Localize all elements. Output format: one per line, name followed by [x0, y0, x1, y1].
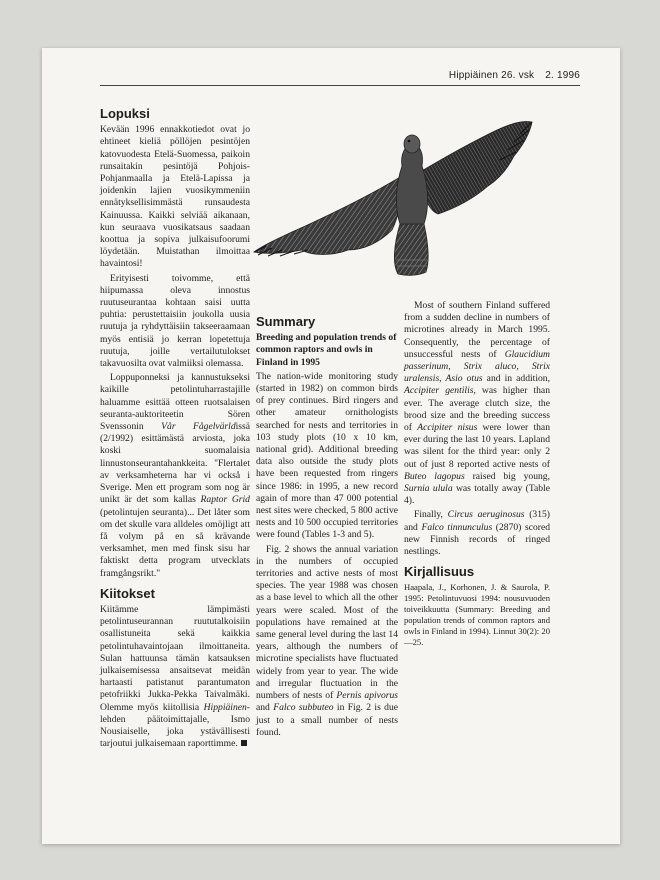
- lopuksi-paragraph-2: Erityisesti toivomme, että hiipumassa oleva innostus ruutuseurantaa kohtaan saisi uutta puhtia: perustettaisiin joukolla uusia ruutuja ja ryhdyttäisiin takseeraamaan myös entisiä jo kerran lopetettuja ruutuja, joille vertailutulokset takavuosilta ovat valmiiksi olemassa.: [100, 272, 250, 370]
- issue-number: 2. 1996: [545, 70, 580, 81]
- column-middle: [256, 316, 398, 739]
- lopuksi-paragraph-3: Loppuponneksi ja kannustukseksi kaikille petolintuharrastajille haluamme esittää otteen ruotsalaisen seuranta-auktoriteetin Sören Svenssonin Vår Fågelvärldissä (2/1992) esittämästä arviosta, joka koski suomalaisia linnustonseurantahankkeita. "Flertalet av verksamheterna har vi också i Sverige. Men ett program som nog är unikt är det som kallas Raptor Grid (petolintujen seuranta)... Det låter som om det skulle vara alldeles omöjligt att få volym på en så krävande verksamhet, men med finsk sisu har faktiskt detta program utvecklats framgångsrikt.": [100, 372, 251, 579]
- summary-paragraph-4: Finally, Circus aeruginosus (315) and Falco tinnunculus (2870) scored new Finnish records of ringed nestlings.: [404, 509, 550, 558]
- summary-subheading: Breeding and population trends of common raptors and owls in Finland in 1995: [256, 332, 397, 368]
- lopuksi-heading: Lopuksi: [100, 106, 150, 121]
- journal-volume: Hippiäinen 26. vsk: [448, 70, 535, 81]
- kiitokset-paragraph: Kiitämme lämpimästi petolintuseurannan ruututalkoisiin osallistuneita sekä kaikkia petolintuhavaintojaan ilmoittaneita. Sulan hattuunsa tämän katsauksen julkaisemisessa ansaitsevat meidän hartaasti patistanut parantumaton petofriikki Jukka-Pekka Taivalmäki. Olemme myös kiitollisia Hippiäinen-lehden päätoimittajalle, Ismo Nousiaiselle, joka ystävällisesti tarjoutui julkaisemaan raporttimme.: [100, 603, 250, 750]
- lopuksi-paragraph-1: Kevään 1996 ennakkotiedot ovat jo ehtineet kieliä pöllöjen pesintöjen katovuodesta Etelä-Suomessa, paikoin runsaitakin pesintöjä Pohjois-Pohjanmaalla ja Etelä-Lapissa ja joidenkin lajien vuosikymmeniin ennätyksellisimmästä runsaudesta Kainuussa. Kaikki selviää aikanaan, kun seuraava vuosikatsaus saadaan koottua ja sopiva julkaisufoorumi löydetään. Muistathan ilmoittaa havaintosi!: [100, 124, 250, 270]
- raptor-illustration-icon: [252, 114, 534, 276]
- summary-heading: Summary: [256, 314, 316, 329]
- journal-page: [42, 48, 620, 844]
- column-right: [404, 300, 550, 648]
- reference-entry: Haapala, J., Korhonen, J. & Saurola, P. 1995: Petolintuvuosi 1994: nousuvuoden toiveikkuutta (Summary: Breeding and population trends of common raptors and owls in Finland in 1994). Linnut 30(2): 20—25.: [404, 582, 550, 648]
- summary-paragraph-1: The nation-wide monitoring study (started in 1982) on common birds of prey continues. Bird ringers and other amateur ornithologists searched for nests and territories in 103 study plots (10 x 10 km, national grid). Additional breeding data also outside the study plots have been requested from ringers since 1986: in 1995, a new record again of more than 47 000 potential nest sites were checked, 5 800 active nests and 10 500 occupied territories were found (Tables 1-3 and 5).: [256, 370, 398, 541]
- column-left: [100, 108, 250, 750]
- summary-paragraph-3: Most of southern Finland suffered from a sudden decline in numbers of microtines already in March 1995. Consequently, the percentage of unsuccessful nests of Glaucidium passerinum, Strix aluco, Strix uralensis, Asio otus and in addition, Accipiter gentilis, was higher than ever. The average clutch size, the brood size and the breeding success of Accipiter nisus were lower than ever during the last 10 years. Lapland was silent for the third year: only 2 out of just 8 reported active nests of Buteo lagopus raised big young, Surnia ulula was totally away (Table 4).: [404, 300, 550, 507]
- kiitokset-heading: Kiitokset: [100, 585, 155, 601]
- page-header: [441, 70, 580, 81]
- summary-paragraph-2: Fig. 2 shows the annual variation in the numbers of occupied territories and active nests of most species. The year 1988 was chosen as a base level to which all the other years were scaled. Most of the populations have remained at the same general level during the last 14 years, although the numbers of microtine specialists have fluctuated widely from year to year. The wide and irregular fluctuation in the numbers of nests of Pernis apivorus and Falco subbuteo in Fig. 2 is due just to a small number of nests found.: [256, 543, 398, 738]
- kirjallisuus-heading: Kirjallisuus: [404, 564, 475, 580]
- header-rule: [100, 85, 580, 86]
- end-mark-icon: [241, 740, 247, 746]
